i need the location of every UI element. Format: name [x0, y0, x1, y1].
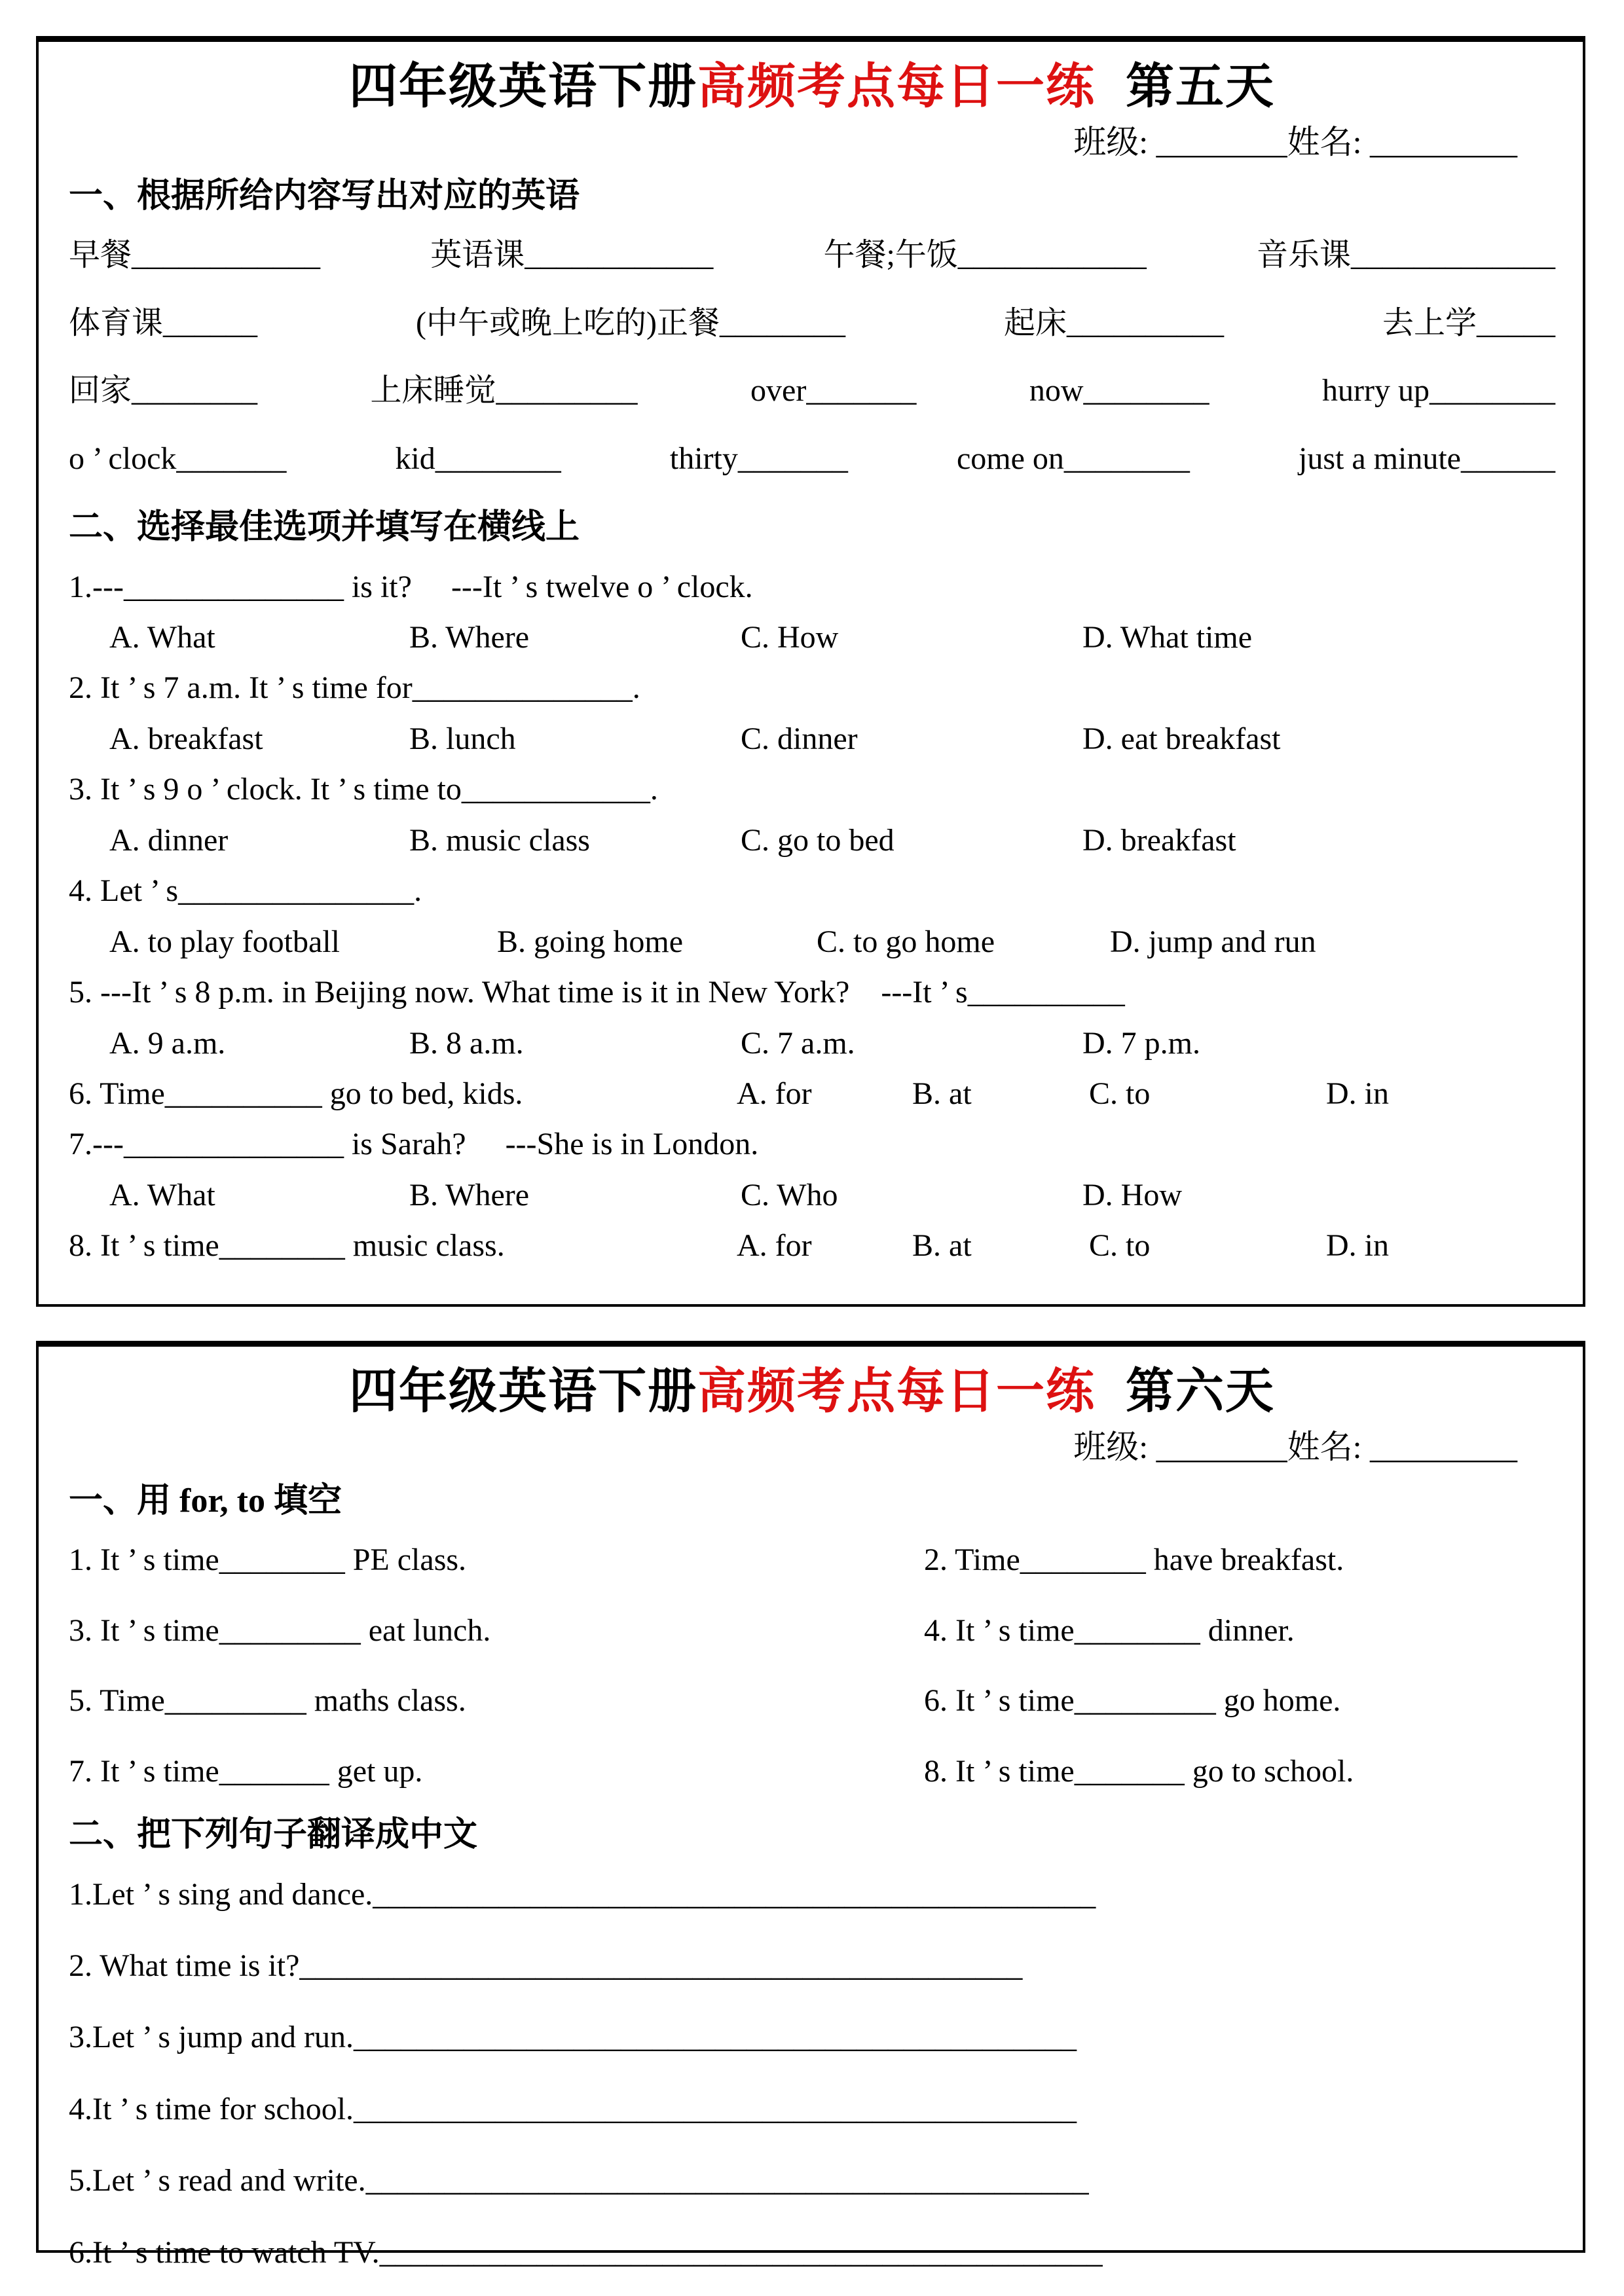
translate-item: 3.Let ’ s jump and run.______________________________________________ — [69, 2020, 1077, 2055]
section1-heading: 一、根据所给内容写出对应的英语 — [69, 177, 580, 215]
vocab-item: hurry up________ — [1322, 373, 1555, 409]
section2-heading: 二、选择最佳选项并填写在横线上 — [69, 509, 580, 547]
option-label: A. to play football — [109, 924, 340, 959]
option-row — [69, 719, 1555, 759]
title-day-label: 第五天 — [1126, 60, 1275, 114]
vocab-item: 回家________ — [69, 373, 258, 409]
fill-blank-grid — [69, 1540, 1555, 1791]
question-stem: 6. Time__________ go to bed, kids. — [69, 1076, 523, 1111]
option-label: C. to — [1089, 1076, 1151, 1111]
question-stem: 7.---______________ is Sarah? ---She is in London. — [69, 1127, 759, 1162]
option-label: D. breakfast — [1082, 822, 1236, 858]
option-label: B. music class — [409, 822, 590, 858]
option-label: B. Where — [409, 620, 530, 655]
option-label: D. in — [1326, 1228, 1389, 1264]
option-label: B. Where — [409, 1177, 530, 1212]
fill-item: 1. It ’ s time________ PE class. — [69, 1542, 467, 1578]
vocab-row — [69, 439, 1555, 479]
vocab-row — [69, 371, 1555, 410]
option-label: B. 8 a.m. — [409, 1025, 524, 1061]
question-stem: 1.---______________ is it? ---It ’ s twelve o ’ clock. — [69, 569, 753, 604]
worksheet-day6 — [36, 1341, 1585, 2270]
option-label: C. to go home — [817, 924, 995, 959]
vocab-row — [69, 303, 1555, 343]
option-label: A. breakfast — [109, 721, 263, 756]
vocab-item: 体育课______ — [69, 305, 258, 340]
question-stem: 8. It ’ s time________ music class. — [69, 1228, 505, 1264]
title-highlight: 高频考点每日一练 — [697, 60, 1096, 114]
fill-item: 6. It ’ s time_________ go home. — [924, 1683, 1341, 1719]
option-label: D. How — [1082, 1177, 1182, 1212]
page-title — [69, 56, 1555, 118]
option-label: C. to — [1089, 1228, 1151, 1264]
question-stem: 4. Let ’ s_______________. — [69, 873, 422, 909]
option-label: B. going home — [497, 924, 683, 959]
option-label: A. dinner — [109, 822, 229, 858]
class-name-line: 班级: ________姓名: _________ — [1073, 1428, 1517, 1465]
title-prefix: 四年级英语下册 — [349, 60, 697, 114]
option-label: C. 7 a.m. — [741, 1025, 855, 1061]
vocab-item: 英语课____________ — [430, 238, 714, 273]
question-stem: 3. It ’ s 9 o ’ clock. It ’ s time to____________. — [69, 772, 658, 807]
option-label: C. go to bed — [741, 822, 895, 858]
vocab-item: 上床睡觉_________ — [370, 373, 638, 409]
vocab-item: 早餐____________ — [69, 238, 321, 273]
page-title — [69, 1361, 1555, 1423]
translate-item: 1.Let ’ s sing and dance.______________________________________________ — [69, 1876, 1096, 1912]
translate-item: 5.Let ’ s read and write.______________________________________________ — [69, 2163, 1089, 2198]
worksheet-day5 — [36, 36, 1585, 1307]
option-label: C. Who — [741, 1177, 838, 1212]
option-label: A. for — [737, 1076, 812, 1111]
option-label: A. 9 a.m. — [109, 1025, 226, 1061]
option-label: D. eat breakfast — [1082, 721, 1281, 756]
vocab-item: now________ — [1029, 373, 1209, 409]
title-day-label: 第六天 — [1126, 1365, 1275, 1419]
vocab-item: 午餐;午饭____________ — [823, 238, 1147, 273]
vocab-item: (中午或晚上吃的)正餐________ — [416, 305, 845, 340]
question-inline-row — [69, 1074, 1555, 1114]
section2-heading: 二、把下列句子翻译成中文 — [69, 1816, 478, 1854]
vocab-item: come on________ — [956, 441, 1190, 476]
option-label: A. What — [109, 1177, 215, 1212]
class-name-line: 班级: ________姓名: _________ — [1073, 123, 1517, 160]
vocab-item: thirty_______ — [669, 441, 848, 476]
title-prefix: 四年级英语下册 — [349, 1365, 697, 1419]
vocab-item: o ’ clock_______ — [69, 441, 287, 476]
vocab-rows — [69, 235, 1555, 479]
choice-questions — [69, 567, 1555, 1266]
fill-item: 8. It ’ s time_______ go to school. — [924, 1753, 1354, 1789]
translate-item: 2. What time is it?______________________________________________ — [69, 1948, 1023, 1983]
option-row — [69, 617, 1555, 657]
option-label: B. at — [912, 1228, 972, 1264]
title-highlight: 高频考点每日一练 — [697, 1365, 1096, 1419]
translate-item: 4.It ’ s time for school.______________________________________________ — [69, 2091, 1077, 2126]
question-inline-row — [69, 1226, 1555, 1266]
vocab-item: kid________ — [395, 441, 561, 476]
option-row — [69, 1023, 1555, 1063]
fill-item: 7. It ’ s time_______ get up. — [69, 1753, 423, 1789]
option-label: D. 7 p.m. — [1082, 1025, 1200, 1061]
vocab-item: 起床__________ — [1003, 305, 1224, 340]
fill-item: 3. It ’ s time_________ eat lunch. — [69, 1613, 491, 1648]
option-row — [69, 922, 1555, 962]
vocab-item: over_______ — [750, 373, 917, 409]
option-row — [69, 820, 1555, 860]
question-stem: 5. ---It ’ s 8 p.m. in Beijing now. What time is it in New York? ---It ’ s__________ — [69, 975, 1125, 1010]
option-label: A. What — [109, 620, 215, 655]
option-label: A. for — [737, 1228, 812, 1264]
option-row — [69, 1175, 1555, 1215]
option-label: C. How — [741, 620, 839, 655]
option-label: D. in — [1326, 1076, 1389, 1111]
fill-item: 2. Time________ have breakfast. — [924, 1542, 1344, 1578]
fill-item: 4. It ’ s time________ dinner. — [924, 1613, 1295, 1648]
vocab-item: 音乐课_____________ — [1256, 238, 1555, 273]
fill-item: 5. Time_________ maths class. — [69, 1683, 466, 1719]
question-stem: 2. It ’ s 7 a.m. It ’ s time for______________. — [69, 670, 640, 706]
vocab-row — [69, 235, 1555, 275]
vocab-item: just a minute______ — [1298, 441, 1555, 476]
translation-list — [69, 1874, 1555, 2273]
vocab-item: 去上学_____ — [1382, 305, 1555, 340]
option-label: D. jump and run — [1110, 924, 1316, 959]
option-label: B. at — [912, 1076, 972, 1111]
option-label: B. lunch — [409, 721, 516, 756]
section1-heading: 一、用 for, to 填空 — [69, 1482, 342, 1520]
translate-item: 6.It ’ s time to watch TV.______________________________________________ — [69, 2234, 1103, 2270]
option-label: C. dinner — [741, 721, 858, 756]
option-label: D. What time — [1082, 620, 1253, 655]
